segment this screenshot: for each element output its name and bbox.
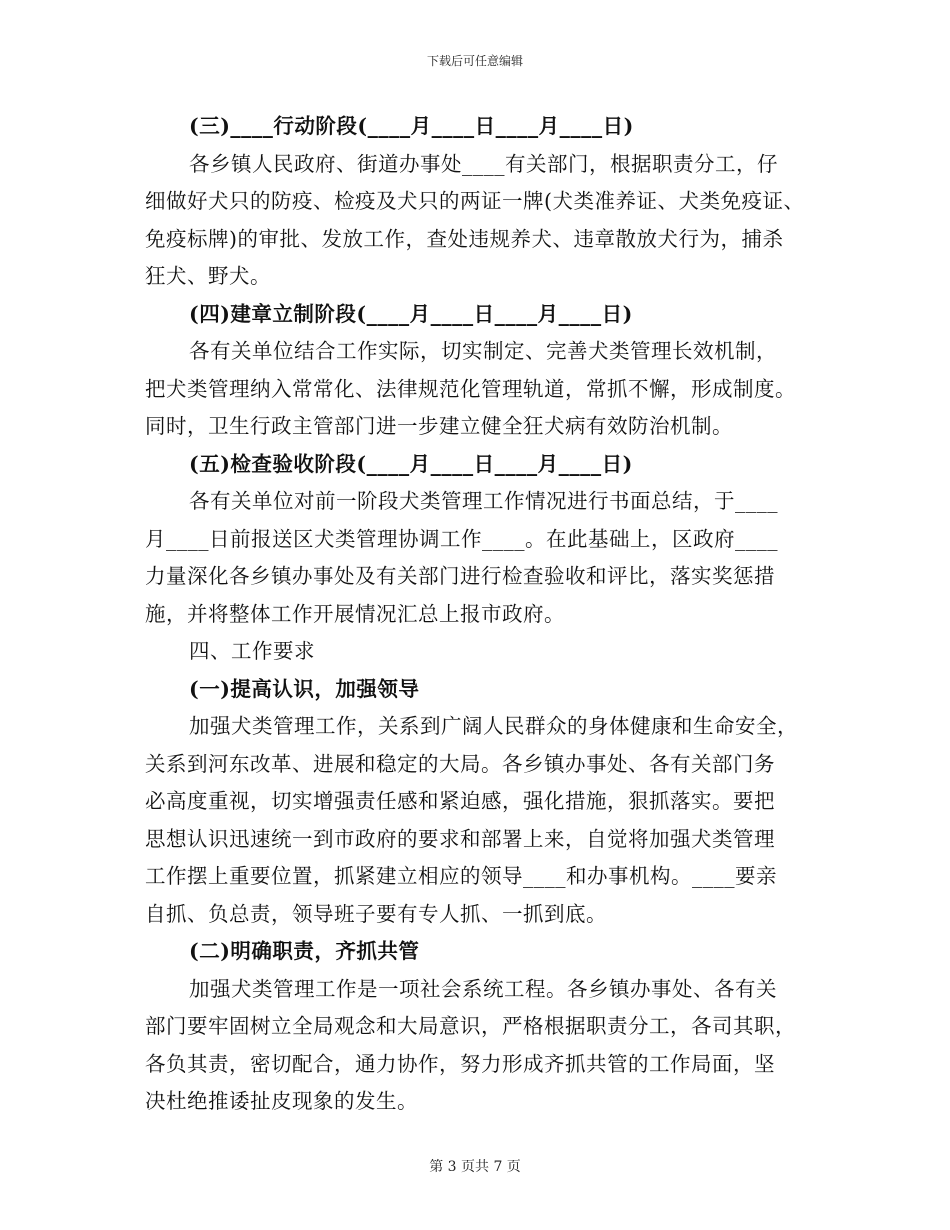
paragraph-line: 四、工作要求 [189, 639, 315, 663]
paragraph-line: 力量深化各乡镇办事处及有关部门进行检查验收和评比，落实奖惩措 [145, 564, 775, 588]
section-heading: (一)提高认识，加强领导 [189, 676, 420, 701]
paragraph-line: 细做好犬只的防疫、检疫及犬只的两证一牌(犬类准养证、犬类免疫证、 [145, 189, 805, 213]
paragraph-line: 各有关单位结合工作实际，切实制定、完善犬类管理长效机制， [189, 339, 777, 363]
paragraph-line: 把犬类管理纳入常常化、法律规范化管理轨道，常抓不懈，形成制度。 [145, 376, 796, 401]
paragraph-line: 免疫标牌)的审批、发放工作，查处违规养犬、违章散放犬行为，捕杀 [145, 226, 784, 251]
paragraph-line: 决杜绝推诿扯皮现象的发生。 [145, 1089, 418, 1113]
document-body [145, 108, 825, 1121]
page-footer: 第 3 页共 7 页 [429, 1159, 521, 1175]
section-heading: (三)____行动阶段(____月____日____月____日) [189, 114, 634, 138]
paragraph-line: 施，并将整体工作开展情况汇总上报市政府。 [145, 601, 565, 626]
paragraph-line: 各有关单位对前一阶段犬类管理工作情况进行书面总结，于____ [189, 489, 778, 513]
section-heading: (二)明确职责，齐抓共管 [189, 939, 420, 963]
page-header: 下载后可任意编辑 [426, 54, 523, 68]
section-heading: (四)建章立制阶段(____月____日____月____日) [189, 301, 633, 326]
paragraph-line: 各乡镇人民政府、街道办事处____有关部门，根据职责分工，仔 [189, 151, 778, 176]
paragraph-line: 月____日前报送区犬类管理协调工作____。在此基础上，区政府____ [145, 526, 778, 551]
paragraph-line: 关系到河东改革、进展和稳定的大局。各乡镇办事处、各有关部门务 [145, 751, 775, 776]
paragraph-line: 必高度重视，切实增强责任感和紧迫感，强化措施，狠抓落实。要把 [145, 789, 775, 813]
section-heading: (五)检查验收阶段(____月____日____月____日) [189, 451, 633, 476]
paragraph-line: 思想认识迅速统一到市政府的要求和部署上来，自觉将加强犬类管理 [145, 826, 775, 851]
paragraph-line: 同时，卫生行政主管部门进一步建立健全狂犬病有效防治机制。 [145, 414, 733, 438]
paragraph-line: 狂犬、野犬。 [145, 264, 271, 288]
paragraph-line: 工作摆上重要位置，抓紧建立相应的领导____和办事机构。____要亲 [145, 864, 777, 888]
paragraph-line: 部门要牢固树立全局观念和大局意识，严格根据职责分工，各司其职， [145, 1014, 796, 1038]
paragraph-line: 加强犬类管理工作，关系到广阔人民群众的身体健康和生命安全， [189, 714, 798, 738]
paragraph-line: 各负其责，密切配合，通力协作，努力形成齐抓共管的工作局面，坚 [145, 1051, 775, 1076]
paragraph-line: 加强犬类管理工作是一项社会系统工程。各乡镇办事处、各有关 [189, 976, 777, 1001]
paragraph-line: 自抓、负总责，领导班子要有专人抓、一抓到底。 [145, 901, 607, 926]
